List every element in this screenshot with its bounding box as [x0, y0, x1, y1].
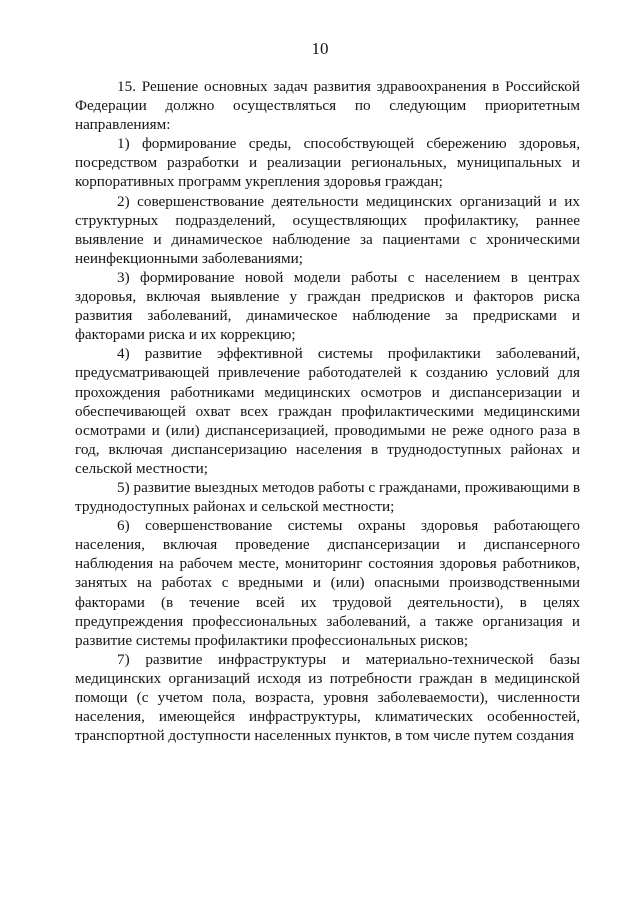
list-item-5: 5) развитие выездных методов работы с гражданами, проживающими в труднодоступных районах и сельской местности;: [75, 478, 580, 516]
list-item-2: 2) совершенствование деятельности медицинских организаций и их структурных подразделений, осуществляющих профилактику, раннее выявление и динамическое наблюдение за пациентами с хроническими неинфекционными заболеваниями;: [75, 192, 580, 267]
list-item-7: 7) развитие инфраструктуры и материально-технической базы медицинских организаций исходя из потребности граждан в медицинской помощи (с учетом пола, возраста, уровня заболеваемости), численности населения, имеющейся инфраструктуры, климатических особенностей, транспортной доступности населенных пунктов, в том числе путем создания: [75, 650, 580, 745]
list-item-4: 4) развитие эффективной системы профилактики заболеваний, предусматривающей привлечение работодателей к созданию условий для прохождения работниками медицинских осмотров и диспансеризации и обеспечивающей охват всех граждан профилактическими медицинскими осмотрами и (или) диспансеризацией, проводимыми не реже одного раза в год, включая диспансеризацию населения в труднодоступных районах и сельской местности;: [75, 345, 580, 477]
document-body: [75, 77, 580, 745]
list-item-6: 6) совершенствование системы охраны здоровья работающего населения, включая проведение диспансеризации и диспансерного наблюдения на рабочем месте, мониторинг состояния здоровья работников, занятых на работах с вредными и (или) опасными производственными факторами (в течение всей их трудовой деятельности), в целях предупреждения профессиональных заболеваний, а также организация и развитие системы профилактики профессиональных рисков;: [75, 517, 580, 649]
paragraph-item-15-intro: 15. Решение основных задач развития здравоохранения в Российской Федерации должно осуществляться по следующим приоритетным направлениям:: [75, 78, 580, 134]
page-number: 10: [311, 39, 329, 58]
list-item-1: 1) формирование среды, способствующей сбережению здоровья, посредством разработки и реализации региональных, муниципальных и корпоративных программ укрепления здоровья граждан;: [75, 135, 580, 191]
list-item-3: 3) формирование новой модели работы с населением в центрах здоровья, включая выявление у граждан предрисков и факторов риска развития заболеваний, динамическое наблюдение за предрисками и факторами риска и их коррекцию;: [75, 268, 580, 344]
